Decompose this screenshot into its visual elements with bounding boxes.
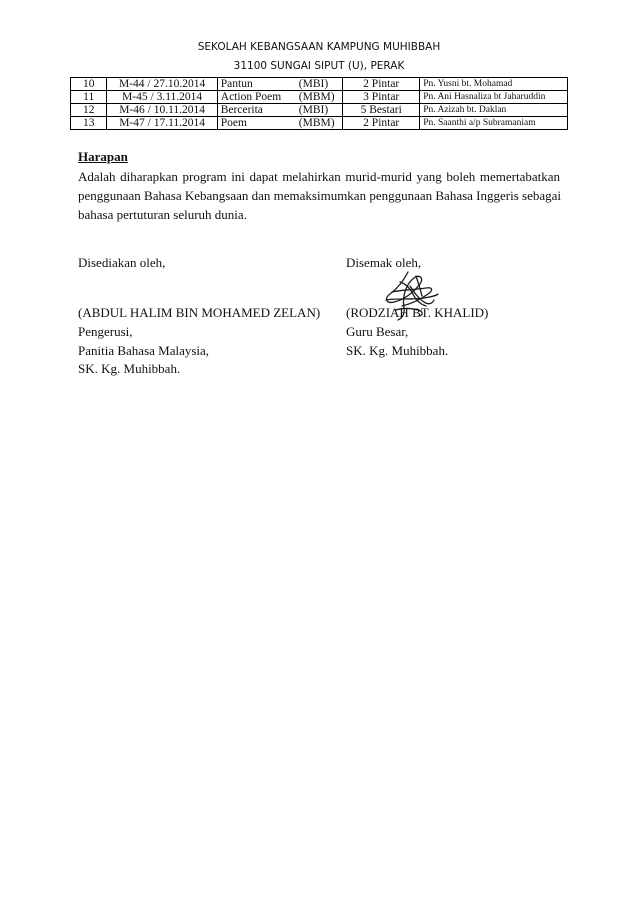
preparer-unit: Panitia Bahasa Malaysia,	[78, 343, 210, 358]
table-row	[71, 78, 568, 91]
program-name: Bercerita	[220, 104, 263, 116]
harapan-line: bahasa pertuturan seluruh dunia.	[78, 207, 247, 222]
teacher-in-charge: Pn. Azizah bt. Daklan	[420, 104, 568, 117]
checked-by-label: Disemak oleh,	[346, 255, 422, 270]
row-number: 13	[71, 117, 107, 130]
preparer-role: Pengerusi,	[78, 324, 133, 339]
school-address-heading: 31100 SUNGAI SIPUT (U), PERAK	[233, 60, 405, 72]
checker-school: SK. Kg. Muhibbah.	[346, 343, 449, 358]
harapan-heading: Harapan	[78, 149, 128, 164]
language-code: (MBM)	[298, 91, 335, 103]
language-code: (MBM)	[298, 117, 335, 129]
school-name-heading: SEKOLAH KEBANGSAAN KAMPUNG MUHIBBAH	[197, 41, 441, 53]
table-row	[71, 91, 568, 104]
reference-date: M-47 / 17.11.2014	[107, 117, 217, 130]
reference-date: M-44 / 27.10.2014	[107, 78, 217, 91]
teacher-in-charge: Pn. Ani Hasnaliza bt Jaharuddin	[420, 91, 568, 104]
row-number: 11	[71, 91, 107, 104]
teacher-in-charge: Pn. Saanthi a/p Subramaniam	[420, 117, 568, 130]
prepared-by-label: Disediakan oleh,	[78, 255, 166, 270]
program-table	[70, 77, 568, 130]
preparer-school: SK. Kg. Muhibbah.	[78, 361, 181, 376]
reference-date: M-45 / 3.11.2014	[107, 91, 217, 104]
result: 2 Pintar	[343, 117, 420, 130]
program-name: Pantun	[220, 78, 253, 90]
preparer-name: (ABDUL HALIM BIN MOHAMED ZELAN)	[78, 305, 321, 320]
table-row	[71, 117, 568, 130]
checker-role: Guru Besar,	[346, 324, 409, 339]
program-name: Poem	[220, 117, 247, 129]
checker-name: (RODZIAH BT. KHALID)	[346, 305, 489, 320]
row-number: 10	[71, 78, 107, 91]
result: 2 Pintar	[343, 78, 420, 91]
program-cell	[217, 117, 343, 130]
language-code: (MBI)	[298, 78, 329, 90]
harapan-line: penggunaan Bahasa Kebangsaan dan memaksimumkan penggunaan Bahasa Inggeris sebagai	[78, 188, 562, 203]
table-row	[71, 104, 568, 117]
program-name: Action Poem	[220, 91, 282, 103]
harapan-line: Adalah diharapkan program ini dapat melahirkan murid-murid yang boleh memertabatkan	[78, 169, 560, 184]
program-cell	[217, 78, 343, 91]
result: 5 Bestari	[343, 104, 420, 117]
program-cell	[217, 104, 343, 117]
reference-date: M-46 / 10.11.2014	[107, 104, 217, 117]
row-number: 12	[71, 104, 107, 117]
result: 3 Pintar	[343, 91, 420, 104]
language-code: (MBI)	[298, 104, 329, 116]
teacher-in-charge: Pn. Yusni bt. Mohamad	[420, 78, 568, 91]
program-cell	[217, 91, 343, 104]
